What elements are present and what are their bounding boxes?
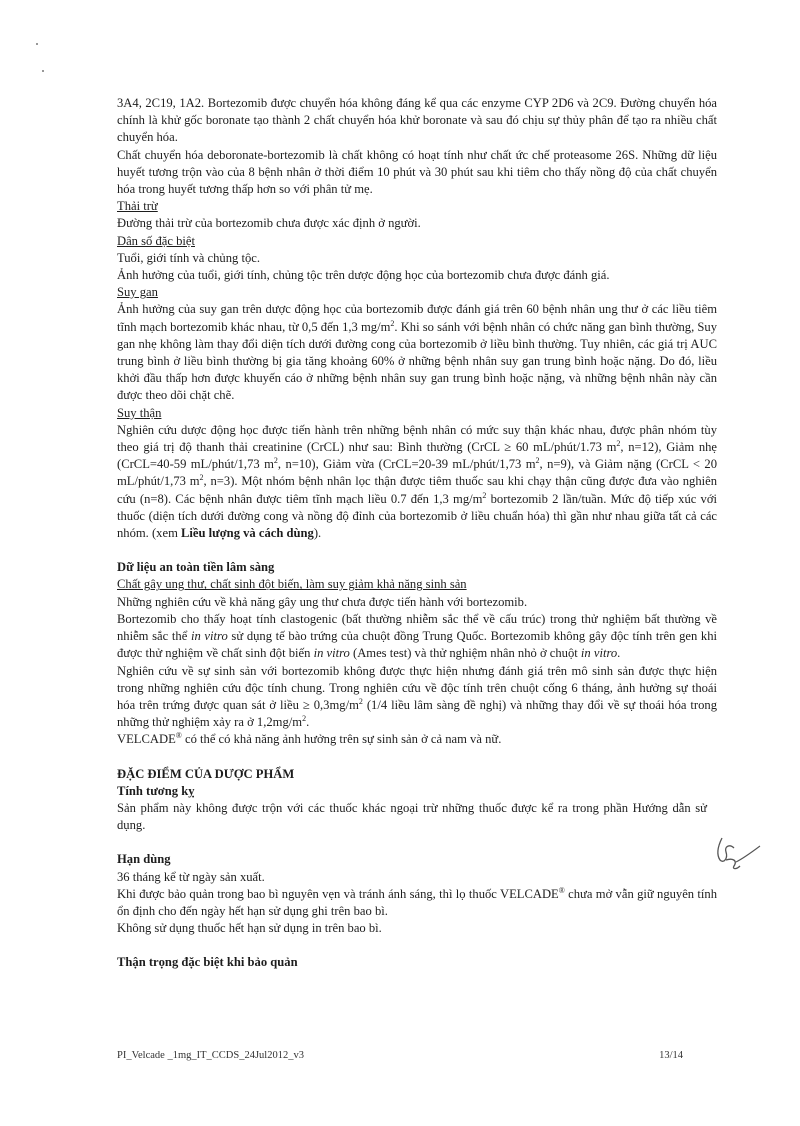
paragraph-shelf-life-storage: Khi được bảo quản trong bao bì nguyên vẹn và tránh ánh sáng, thì lọ thuốc VELCADE® chưa mở vẫn giữ nguyên tính ổn định cho đến ngày hết hạn sử dụng ghi trên bao bì.	[117, 885, 718, 918]
document-body	[117, 95, 717, 972]
handwritten-initials-icon	[706, 832, 766, 876]
paragraph-shelf-life-expiry: Không sử dụng thuốc hết hạn sử dụng in trên bao bì.	[117, 921, 382, 936]
footer-page-number: 13/14	[659, 1050, 683, 1061]
heading-shelf-life: Hạn dùng	[117, 852, 171, 867]
paragraph-shelf-life-duration: 36 tháng kể từ ngày sản xuất.	[117, 869, 265, 884]
heading-incompatibility: Tính tương kỵ	[117, 783, 195, 798]
heading-special-population: Dân số đặc biệt	[117, 233, 195, 248]
subheading-carcinogenesis: Chất gây ung thư, chất sinh đột biến, làm suy giảm khả năng sinh sản	[117, 577, 467, 592]
heading-product-characteristics: ĐẶC ĐIỂM CỦA DƯỢC PHẨM	[117, 766, 295, 781]
paragraph-reproduction: Nghiên cứu về sự sinh sản với bortezomib không được thực hiện nhưng đánh giá trên mô sinh sản được thực hiện trong những nghiên cứu độc tính chung. Trong nghiên cứu về độc tính trên chuột cống 6 tháng, ảnh hưởng sự thoái hóa trên trứng được quan sát ở liều ≥ $0,3mg/m^2$ (1/4 liều lâm sàng đề nghị) và những thay đổi về sự thoái hóa trong những thử nghiệm xảy ra ở $1,2mg/m^2$.	[117, 663, 717, 730]
paragraph-clastogenic: Bortezomib cho thấy hoạt tính clastogenic (bất thường nhiễm sắc thể về cấu trúc) trong thử nghiệm bất thường về nhiễm sắc thể in vitro sử dụng tế bào trứng của chuột đồng Trung Quốc. Bortezomib không gây độc tính trên gen khi được thử nghiệm về chất sinh đột biến in vitro (Ames test) và thử nghiệm nhân nhỏ ở chuột in vitro.	[117, 611, 718, 661]
spacer	[117, 937, 717, 954]
scan-speck	[36, 43, 38, 45]
footer-document-id: PI_Velcade _1mg_IT_CCDS_24Jul2012_v3	[117, 1050, 304, 1061]
heading-hepatic-impairment: Suy gan	[117, 285, 158, 300]
heading-renal-impairment: Suy thận	[117, 405, 162, 420]
paragraph-renal-impairment: Nghiên cứu dược động học được tiến hành trên những bệnh nhân có mức suy thận khác nhau, được phân nhóm tùy theo giá trị độ thanh thải creatinine (CrCL) như sau: Bình thường (CrCL ≥ 60 mL/phút/1.73 $m^2$, n=12), Giảm nhẹ (CrCL=40-59 mL/phút/1,73 $m^2$, n=10), Giảm vừa (CrCL=20-39 mL/phút/1,73 $m^2$, n=9), và Giảm nặng (CrCL < 20 mL/phút/1,73 $m^2$, n=3). Một nhóm bệnh nhân lọc thận được tiêm thuốc sau khi chạy thận cũng được đưa vào nghiên cứu (n=8). Các bệnh nhân được tiêm tĩnh mạch liều 0.7 đến 1,3 $mg/m^2$ bortezomib 2 lần/tuần. Mức độ tiếp xúc với thuốc (diện tích dưới đường cong và nồng độ đỉnh của bortezomib ở liều chuẩn hóa) thì gần như nhau giữa tất cả các nhóm. (xem Liều lượng và cách dùng).	[117, 422, 718, 541]
paragraph-incompatibility: Sản phẩm này không được trộn với các thuốc khác ngoại trừ những thuốc được kể ra trong phần Hướng dẫn sử dụng.	[117, 800, 707, 833]
paragraph-fertility: VELCADE® có thể có khả năng ảnh hưởng trên sự sinh sản ở cả nam và nữ.	[117, 731, 502, 747]
paragraph-hepatic-impairment: Ảnh hưởng của suy gan trên dược động học của bortezomib được đánh giá trên 60 bệnh nhân ung thư ở các liều tiêm tĩnh mạch bortezomib khác nhau, từ 0,5 đến 1,3 $mg/m^2$. Khi so sánh với bệnh nhân có chức năng gan bình thường, Suy gan nhẹ không làm thay đổi diện tích dưới đường cong của bortezomib ở liều bình thường. Tuy nhiên, các giá trị AUC trung bình ở liều bình thường bị gia tăng khoảng 60% ở những bệnh nhân suy gan trung bình hoặc nặng. Do đó, liều khởi đầu thấp hơn được khuyến cáo ở những bệnh nhân suy gan trung bình hoặc nặng, và những bệnh nhân này cần được theo dõi chặt chẽ.	[117, 302, 717, 403]
spacer	[117, 542, 717, 559]
paragraph-metabolism: 3A4, 2C19, 1A2. Bortezomib được chuyển hóa không đáng kể qua các enzyme CYP 2D6 và 2C9. Đường chuyển hóa chính là khử gốc boronate tạo thành 2 chất chuyển hóa khử boronate và sau đó chịu sự thủy phân để tạo ra nhiều chất chuyển hóa.	[117, 96, 717, 145]
spacer	[117, 834, 717, 851]
heading-elimination: Thải trừ	[117, 199, 158, 214]
spacer	[117, 749, 717, 766]
scan-speck	[42, 70, 44, 72]
paragraph-carcinogenicity: Những nghiên cứu về khả năng gây ung thư chưa được tiến hành với bortezomib.	[117, 594, 528, 609]
heading-storage-precautions: Thận trọng đặc biệt khi bảo quản	[117, 955, 298, 970]
paragraph-special-population: Ảnh hưởng của tuổi, giới tính, chủng tộc trên dược động học của bortezomib chưa được đánh giá.	[117, 268, 610, 283]
paragraph-deboronate: Chất chuyển hóa deboronate-bortezomib là chất không có hoạt tính như chất ức chế proteasome 26S. Những dữ liệu huyết tương trộn vào của 8 bệnh nhân ở thời điểm 10 phút và 30 phút sau khi tiêm cho thấy nồng độ của chất chuyển hóa trong huyết tương thấp hơn so với phân tử mẹ.	[117, 147, 717, 197]
subheading-age-gender-race: Tuổi, giới tính và chủng tộc.	[117, 250, 260, 265]
heading-preclinical-safety: Dữ liệu an toàn tiền lâm sàng	[117, 560, 275, 575]
paragraph-elimination: Đường thải trừ của bortezomib chưa được xác định ở người.	[117, 216, 421, 231]
